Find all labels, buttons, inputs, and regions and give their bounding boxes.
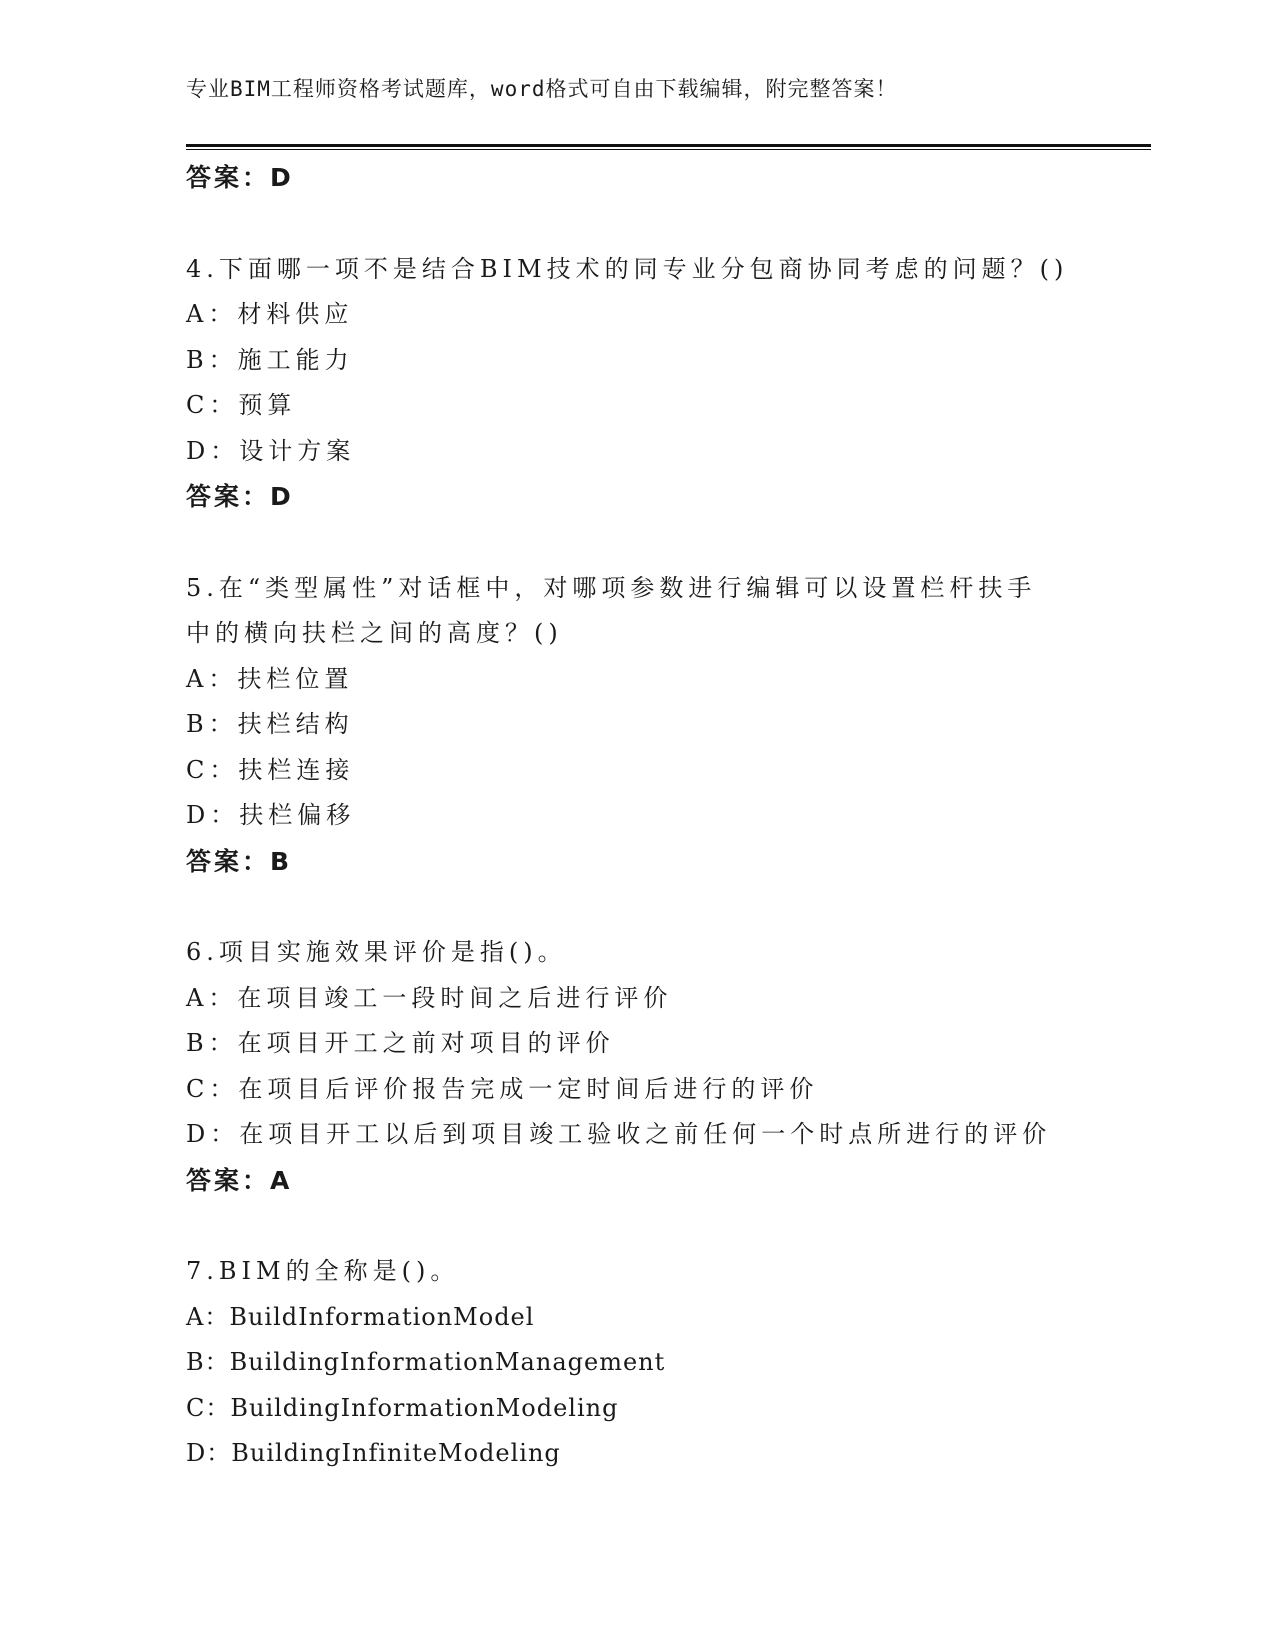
option-a: A：扶栏位置 (186, 664, 354, 693)
option-d: D：扶栏偏移 (186, 801, 356, 829)
question-list (186, 155, 1086, 1477)
question-7: 7.BIM的全称是()。 (186, 1257, 460, 1285)
option-c: C：扶栏连接 (186, 755, 355, 784)
question-6: 6.项目实施效果评价是指()。 (186, 938, 567, 966)
question-5-line-1: 5.在“类型属性”对话框中，对哪项参数进行编辑可以设置栏杆扶手 (186, 573, 1037, 602)
option-d: D：设计方案 (186, 436, 356, 465)
answer-line: 答案：D (186, 163, 294, 192)
option-a: A：材料供应 (186, 300, 354, 328)
option-b: B：施工能力 (186, 345, 354, 374)
page-header: 专业BIM工程师资格考试题库，word格式可自由下载编辑，附完整答案！ (186, 77, 898, 101)
answer-line: 答案：D (186, 482, 294, 511)
option-c: C：在项目后评价报告完成一定时间后进行的评价 (186, 1074, 819, 1103)
header-rule-thin (186, 149, 1151, 150)
header-rule-thick (186, 144, 1151, 147)
question-4: 4.下面哪一项不是结合BIM技术的同专业分包商协同考虑的问题？() (186, 254, 1069, 283)
option-a: A：BuildInformationModel (186, 1302, 535, 1331)
answer-line: 答案：B (186, 846, 293, 876)
option-b: B：BuildingInformationManagement (186, 1348, 666, 1376)
option-a: A：在项目竣工一段时间之后进行评价 (186, 983, 673, 1012)
option-b: B：扶栏结构 (186, 710, 354, 738)
option-d: D：在项目开工以后到项目竣工验收之前任何一个时点所进行的评价 (186, 1120, 1052, 1148)
option-c: C：预算 (186, 391, 297, 419)
answer-line: 答案：A (186, 1165, 293, 1195)
option-b: B：在项目开工之前对项目的评价 (186, 1029, 615, 1057)
option-d: D：BuildingInfiniteModeling (186, 1439, 561, 1467)
question-5-line-2: 中的横向扶栏之间的高度？() (186, 619, 563, 647)
option-c: C：BuildingInformationModeling (186, 1393, 619, 1422)
